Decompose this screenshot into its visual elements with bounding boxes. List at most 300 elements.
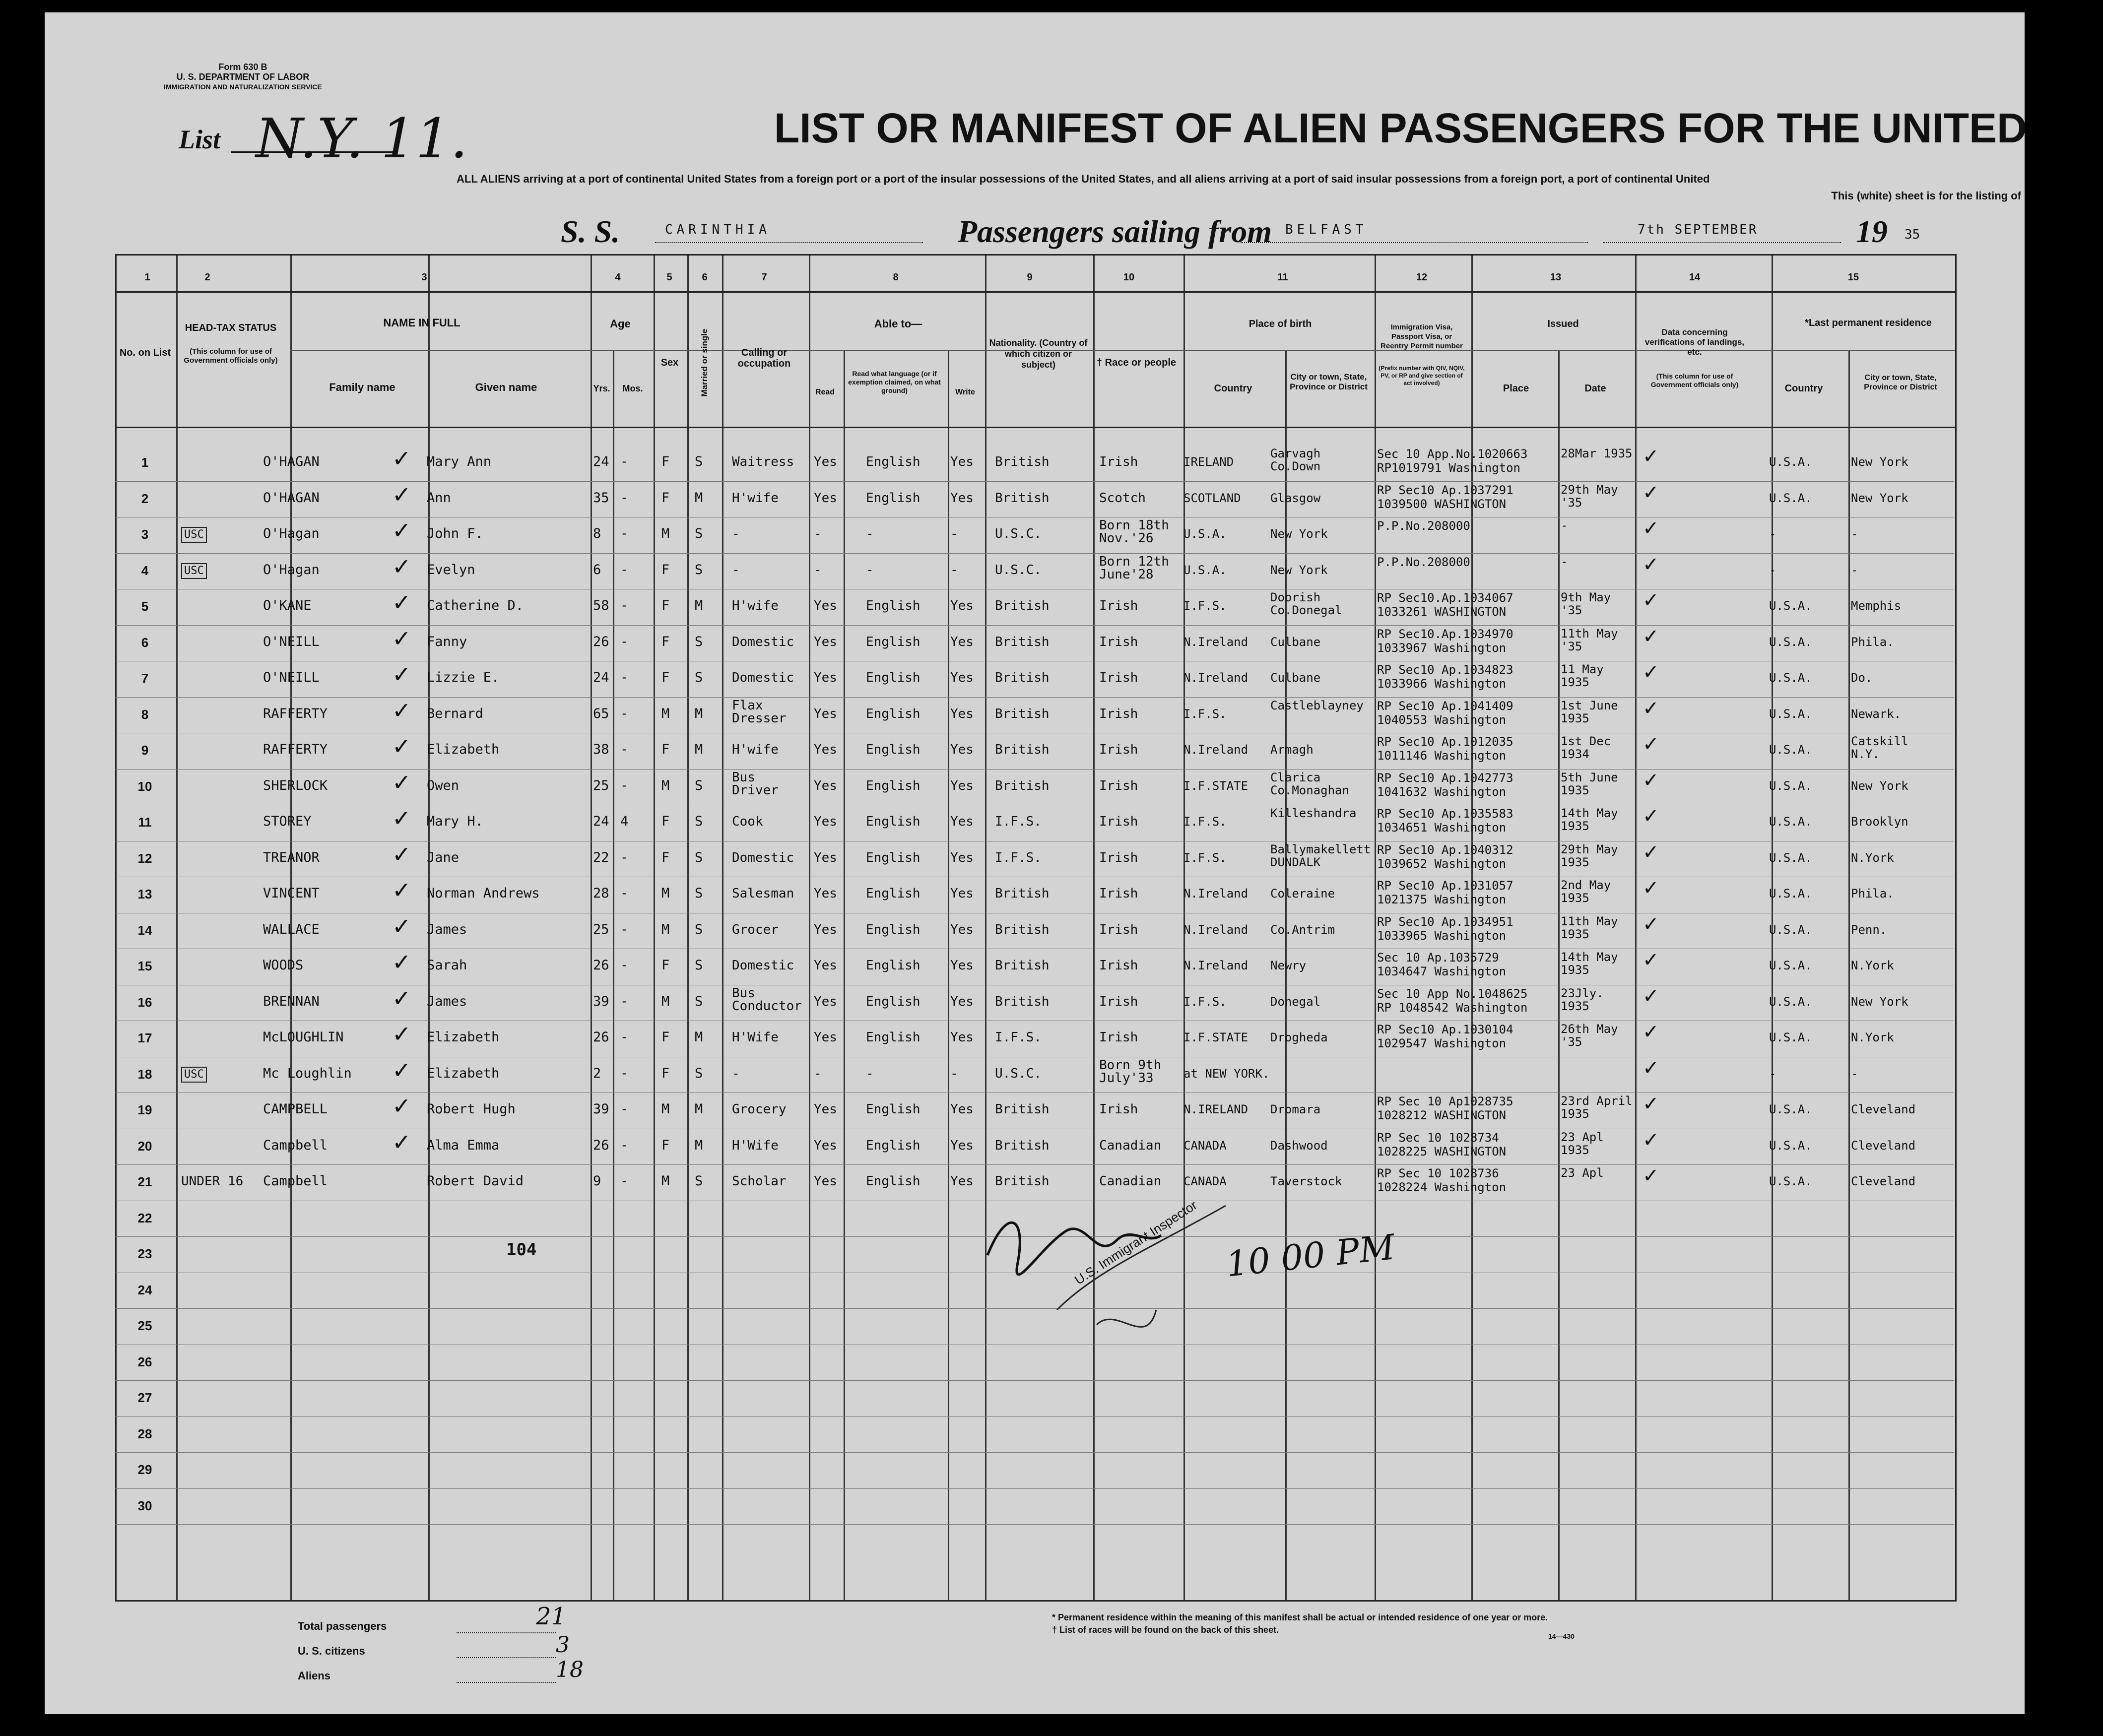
birth-city: Armagh [1270,743,1314,757]
nationality: British [995,1102,1050,1117]
check-mark: ✓ [392,805,411,832]
visa-number-2: 1040553 Washington [1377,712,1507,727]
issued-date: 26th May '35 [1561,1022,1618,1049]
hdr-visa-note: (Prefix number with QIV, NQIV, PV, or RP and give section of act involved) [1379,365,1465,386]
sex: M [661,1101,670,1117]
row-number: 3 [141,527,149,542]
visa-number: RP Sec10.Ap.1034067 [1377,591,1513,605]
form-number: Form 630 B [218,62,267,72]
nationality: British [995,598,1050,613]
age-months: - [620,526,629,541]
sex: M [661,777,670,793]
hdr-birth-country: Country [1214,383,1252,394]
age-years: 65 [593,706,609,721]
visa-number: RP Sec 10 1028736 [1377,1166,1499,1180]
can-write: Yes [950,490,974,506]
issued-date: 11th May 1935 [1561,914,1618,941]
residence-city: New York [1851,491,1908,505]
read-language: English [866,958,920,973]
issued-date: - [1561,518,1568,532]
visa-number-2: 1029547 Washington [1377,1036,1507,1050]
birth-city: Co.Antrim [1270,922,1335,937]
can-read: Yes [814,1102,837,1117]
time-mark: 10 00 PM [1224,1226,1397,1285]
race-or-people: Irish [1099,994,1138,1009]
check-mark: ✓ [392,877,411,903]
can-write: Yes [950,958,974,973]
family-name: Campbell [263,1173,328,1189]
residence-country: U.S.A. [1769,922,1812,937]
manifest-subtitle-2: This (white) sheet is for the listing of [1831,190,2021,202]
marital-status: M [695,742,703,757]
birth-city: Drogheda [1270,1030,1328,1044]
check-mark: ✓ [392,984,411,1012]
residence-city: Newark. [1851,707,1902,721]
read-language: English [866,454,920,469]
check-mark: ✓ [392,949,411,975]
age-months: - [620,993,629,1009]
age-years: 24 [593,670,609,685]
residence-country: U.S.A. [1769,1030,1812,1044]
age-months: - [620,598,629,613]
visa-number: RP Sec10 Ap.1040312 [1377,842,1513,857]
row-number: 8 [141,707,149,722]
read-language: English [866,1102,920,1117]
family-name: BRENNAN [263,993,320,1009]
birth-city: Clarica Co.Monaghan [1270,770,1349,797]
sex: F [661,1137,670,1153]
verification-check: ✓ [1643,984,1659,1008]
manifest-subtitle: ALL ALIENS arriving at a port of continental United States from a foreign port or a port of the insular possessions of the United States, and all aliens arriving at a port of said insular possessions from a foreign port, a port of continental United [457,173,1710,185]
marital-status: S [695,886,703,901]
birth-country: I.F.STATE [1183,778,1249,793]
age-months: - [620,634,629,649]
birth-country: I.F.S. [1183,599,1227,613]
issued-date: 1st June 1935 [1561,698,1618,725]
birth-city: Coleraine [1270,887,1335,900]
residence-city: Cleveland [1851,1138,1916,1153]
race-or-people: Born 9th July'33 [1099,1057,1162,1086]
occupation: Domestic [732,958,794,973]
can-write: Yes [950,814,974,829]
list-underline [231,151,394,153]
birth-country: I.F.S. [1183,815,1227,829]
birth-country: N.Ireland [1183,959,1249,972]
race-or-people: Irish [1099,922,1138,937]
race-or-people: Irish [1099,850,1138,865]
can-write: Yes [950,1102,974,1117]
residence-city: Do. [1851,671,1873,685]
manifest-title: LIST OR MANIFEST OF ALIEN PASSENGERS FOR THE UNITED [774,105,2027,151]
row-number: 26 [137,1354,152,1369]
birth-city: Doorish Co.Donegal [1270,590,1342,617]
total-passengers-value: 21 [536,1603,567,1630]
sex: M [661,886,670,901]
birth-city: Castleblayney [1270,698,1364,712]
hdr-verification: Data concerning verifications of landings, etc. [1644,327,1745,357]
age-years: 26 [593,1137,609,1153]
can-write: Yes [950,886,974,901]
read-language: English [866,850,920,865]
aliens-value: 18 [556,1657,584,1682]
nationality: British [995,994,1050,1009]
form-header-block [164,62,322,92]
can-read: Yes [814,598,837,613]
can-write: Yes [950,1174,974,1189]
age-months: - [620,958,629,973]
residence-city: - [1851,563,1858,577]
visa-number-2: 1021375 Washington [1377,893,1507,906]
nationality: British [995,922,1050,937]
birth-country: CANADA [1183,1174,1227,1188]
visa-number: RP Sec10 Ap.1031057 [1377,879,1513,893]
occupation: Scholar [732,1174,787,1189]
hdr-mos: Mos. [622,384,643,393]
sex: M [661,993,670,1009]
row-number: 27 [137,1390,152,1405]
sex: M [661,526,670,541]
hdr-name-in-full: NAME IN FULL [383,317,460,329]
occupation: - [732,1066,740,1081]
list-value: N.Y. 11. [256,107,468,170]
can-write: Yes [950,598,974,613]
can-read: Yes [814,1030,837,1045]
row-rule [115,1416,1954,1417]
binder-hole [2038,327,2061,350]
residence-country: U.S.A. [1769,1174,1812,1188]
residence-city: Phila. [1851,635,1894,649]
read-language: English [866,490,920,506]
read-language: English [866,778,920,793]
visa-number: RP Sec10 Ap.1034823 [1377,663,1513,677]
residence-country: U.S.A. [1769,455,1812,469]
residence-city: - [1851,1066,1858,1081]
can-write: Yes [950,1138,974,1153]
verification-check: ✓ [1643,517,1659,540]
can-read: Yes [814,490,837,506]
date-line [1603,242,1841,243]
verification-check: ✓ [1643,445,1659,468]
race-or-people: Irish [1099,958,1138,973]
hdr-last-residence: *Last permanent residence [1805,318,1932,328]
col-num-2: 2 [204,272,210,283]
row-number: 1 [141,455,149,470]
row-number: 20 [137,1138,152,1154]
birth-country: N.Ireland [1183,671,1249,685]
verification-check: ✓ [1643,661,1659,684]
read-language: English [866,886,920,901]
family-name: O'HAGAN [263,490,320,506]
issued-date: 23rd April 1935 [1561,1094,1633,1121]
row-number: 29 [137,1462,152,1477]
age-years: 35 [593,490,609,506]
birth-city: Killeshandra [1270,806,1357,820]
footnote-races: † List of races will be found on the back of this sheet. [1052,1625,1279,1635]
residence-city: New York [1851,455,1908,469]
given-name: Lizzie E. [427,670,500,685]
hdr-visa: Immigration Visa, Passport Visa, or Reentry Permit number [1380,323,1463,350]
occupation: Grocer [732,922,779,937]
verification-check: ✓ [1643,1056,1659,1080]
col-num-12: 12 [1416,272,1428,283]
family-name: O'KANE [263,598,312,613]
can-read: Yes [814,670,837,685]
aliens-label: Aliens [298,1670,331,1682]
can-read: Yes [814,886,837,901]
read-language: English [866,598,920,613]
col-num-8: 8 [893,272,899,283]
visa-number-2: 1033261 WASHINGTON [1377,605,1507,619]
can-read: Yes [814,742,837,757]
sex: M [661,1173,670,1189]
binder-hole [2038,248,2061,271]
race-or-people: Irish [1099,814,1138,829]
issued-date: 29th May 1935 [1561,842,1618,869]
verification-check: ✓ [1643,1093,1659,1115]
row-rule [115,1524,1954,1525]
race-or-people: Irish [1099,706,1138,721]
occupation: H'wife [732,742,779,757]
occupation: Domestic [732,670,794,685]
hdr-calling: Calling or occupation [737,347,791,369]
sex: F [661,454,670,469]
can-write: - [950,562,958,578]
family-name: O'Hagan [263,526,320,541]
residence-city: N.York [1851,1030,1894,1044]
read-language: English [866,670,920,685]
read-language: - [866,562,874,578]
birth-city: Garvagh Co.Down [1270,447,1321,473]
hdr-race: † Race or people [1096,357,1177,368]
row-number: 18 [137,1066,152,1082]
visa-number: RP Sec10 Ap.1041409 [1377,699,1513,713]
list-label: List [179,125,221,154]
age-months: - [620,1029,629,1045]
birth-country: SCOTLAND [1183,491,1241,505]
visa-number-2: 1028225 WASHINGTON [1377,1144,1507,1158]
given-name: Bernard [427,706,483,721]
occupation: H'Wife [732,1030,779,1045]
given-name: John F. [427,526,483,541]
race-or-people: Irish [1099,742,1138,757]
visa-number: Sec 10 App.No.1020663 [1377,447,1528,461]
check-mark: ✓ [392,445,411,472]
can-read: Yes [814,958,837,973]
row-number: 12 [137,850,152,866]
age-months: - [620,921,629,937]
read-language: English [866,814,920,829]
race-or-people: Irish [1099,598,1138,613]
verification-check: ✓ [1643,769,1659,792]
head-tax-status: UNDER 16 [181,1174,244,1189]
age-years: 25 [593,777,609,793]
verification-check: ✓ [1643,697,1659,720]
nationality: I.F.S. [995,1030,1042,1045]
residence-country: U.S.A. [1769,599,1812,613]
col-num-3: 3 [421,272,427,283]
age-years: 39 [593,1101,609,1117]
marital-status: M [695,1029,703,1045]
departure-port: BELFAST [1285,222,1368,237]
visa-number: RP Sec10.Ap.1034970 [1377,627,1513,641]
race-or-people: Irish [1099,886,1138,901]
inspector-stamp-text: U.S. Immigrant Inspector [1072,1197,1200,1288]
verification-check: ✓ [1643,1128,1659,1152]
verification-check: ✓ [1643,625,1659,648]
row-number: 14 [137,922,152,938]
residence-city: Brooklyn [1851,815,1908,829]
birth-city: Newry [1270,959,1307,972]
birth-country: N.Ireland [1183,922,1249,937]
visa-number-2: RP1019791 Washington [1377,461,1520,475]
given-name: Ann [427,490,451,506]
residence-country: U.S.A. [1769,707,1812,721]
birth-country: CANADA [1183,1138,1227,1153]
footnote-residence: * Permanent residence within the meaning of this manifest shall be actual or intended residence of one year or more. [1052,1612,1548,1622]
hdr-no-on-list: No. on List [119,347,171,358]
verification-check: ✓ [1643,481,1659,504]
can-read: Yes [814,706,837,721]
residence-city: New York [1851,778,1908,793]
visa-number: RP Sec10 Ap.1034951 [1377,914,1513,929]
row-rule [115,481,1954,482]
race-or-people: Scotch [1099,490,1146,506]
head-tax-status: USC [181,563,207,579]
visa-number: RP Sec 10 1028734 [1377,1130,1499,1145]
row-number: 25 [137,1318,152,1333]
ship-name: CARINTHIA [665,222,771,237]
hdr-res-city: City or town, State, Province or District [1864,374,1937,391]
residence-city: Phila. [1851,887,1894,900]
verification-check: ✓ [1643,949,1659,971]
binder-hole [2038,1096,2061,1119]
check-mark: ✓ [392,733,411,760]
head-tax-status: USC [181,1067,207,1083]
birth-city: Glasgow [1270,491,1321,505]
residence-country: U.S.A. [1769,850,1812,865]
residence-country: - [1769,527,1776,541]
nationality: British [995,886,1050,901]
issued-date: 23 Apl 1935 [1561,1130,1604,1157]
birth-city: New York [1270,527,1328,541]
check-mark: ✓ [392,697,411,724]
read-language: English [866,1138,920,1153]
verification-check: ✓ [1643,912,1659,936]
birth-city: Dashwood [1270,1138,1328,1153]
age-years: 8 [593,526,601,541]
sex: F [661,742,670,757]
age-months: - [620,1065,629,1081]
age-years: 38 [593,742,609,757]
check-mark: ✓ [392,625,411,652]
port-line [1241,242,1588,243]
hdr-family-name: Family name [329,381,395,393]
family-name: O'Hagan [263,562,320,578]
visa-number-2: 1041632 Washington [1377,784,1507,799]
hdr-sex: Sex [660,357,679,368]
age-years: 25 [593,921,609,937]
given-name: Sarah [427,958,467,973]
hdr-verification-note: (This column for use of Government officials only) [1650,372,1739,388]
age-years: 24 [593,454,609,469]
visa-number: Sec 10 Ap.1035729 [1377,951,1499,964]
total-passengers-label: Total passengers [298,1620,387,1632]
age-years: 22 [593,849,609,865]
visa-number: RP Sec10 Ap.1035583 [1377,807,1513,821]
nationality: I.F.S. [995,850,1042,865]
family-name: Mc Loughlin [263,1065,352,1081]
row-rule [115,1452,1954,1453]
row-rule [115,1164,1954,1165]
occupation: H'wife [732,490,779,506]
residence-city: Penn. [1851,922,1887,937]
binder-hole [2038,1404,2061,1427]
visa-number: RP Sec10 Ap.1030104 [1377,1023,1513,1036]
nationality: British [995,706,1050,721]
given-name: James [427,993,467,1009]
sex: M [661,706,670,721]
residence-country: U.S.A. [1769,959,1812,972]
race-or-people: Irish [1099,670,1138,685]
age-months: - [620,1173,629,1189]
residence-city: Catskill N.Y. [1851,734,1908,761]
occupation: Bus Conductor [732,985,802,1014]
can-read: - [814,562,822,578]
residence-country: U.S.A. [1769,1138,1812,1153]
can-write: Yes [950,850,974,865]
given-name: Alma Emma [427,1137,500,1153]
row-number: 7 [141,671,149,686]
hdr-given-name: Given name [475,381,537,393]
check-mark: ✓ [392,769,411,796]
residence-country: U.S.A. [1769,815,1812,829]
race-or-people: Born 18th Nov.'26 [1099,518,1169,546]
family-name: CAMPBELL [263,1101,328,1117]
col-num-11: 11 [1277,272,1288,283]
can-read: Yes [814,454,837,469]
nationality: British [995,958,1050,973]
age-years: 26 [593,634,609,649]
age-years: 58 [593,598,609,613]
birth-city: Ballymakellett DUNDALK [1270,842,1371,869]
given-name: Robert Hugh [427,1101,516,1117]
residence-country: U.S.A. [1769,778,1812,793]
row-rule [115,553,1954,554]
occupation: Domestic [732,634,794,649]
birth-country: U.S.A. [1183,527,1227,541]
year-suffix: 35 [1905,227,1920,242]
department-name: U. S. DEPARTMENT OF LABOR [176,72,310,82]
nationality: British [995,1174,1050,1189]
sex: F [661,490,670,506]
visa-number: Sec 10 App No.1048625 [1377,986,1528,1001]
verification-check: ✓ [1643,840,1659,864]
residence-city: - [1851,527,1858,541]
marital-status: S [695,921,703,937]
race-or-people: Irish [1099,634,1138,649]
age-months: - [620,562,629,578]
can-read: Yes [814,778,837,793]
issued-date: 14th May 1935 [1561,950,1618,977]
can-write: Yes [950,922,974,937]
marital-status: M [695,706,703,721]
family-name: SHERLOCK [263,777,328,793]
visa-number-2: 1033966 Washington [1377,677,1507,691]
marital-status: S [695,634,703,649]
can-write: Yes [950,742,974,757]
verification-check: ✓ [1643,877,1659,900]
issued-date: 2nd May 1935 [1561,878,1611,905]
